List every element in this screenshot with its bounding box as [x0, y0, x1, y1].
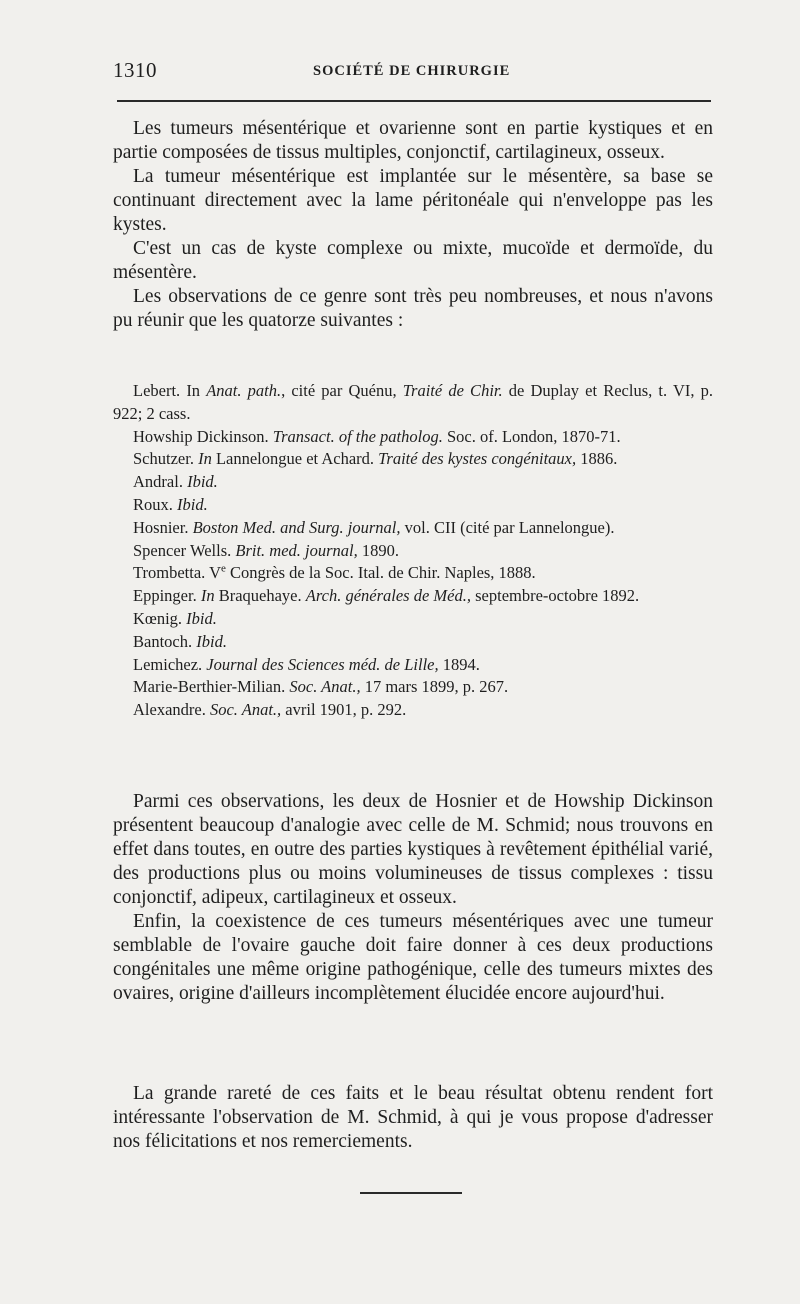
discussion-paragraph-1: Parmi ces observations, les deux de Hosnier et de Howship Dickinson présentent beaucoup d'analogie avec celle de M. Schmid; nous trouvons en effet dans toutes, en outre des parties kystiques à revêtement épithélial varié, des productions plus ou moins volumineuses de tissus complexes : tissu conjonctif, adipeux, cartilagineux et osseux.: [113, 791, 713, 908]
running-head: SOCIÉTÉ DE CHIRURGIE: [313, 63, 511, 79]
discussion-section: [113, 790, 713, 1006]
discussion-paragraph-2: Enfin, la coexistence de ces tumeurs mésentériques avec une tumeur semblable de l'ovaire gauche doit faire donner à ces deux productions congénitales une même origine pathogénique, celle des tumeurs mixtes des ovaires, origine d'ailleurs incomplètement élucidée encore aujourd'hui.: [113, 911, 713, 1004]
intro-section: [113, 117, 713, 333]
intro-paragraph-1: Les tumeurs mésentérique et ovarienne sont en partie kystiques et en partie composées de tissus multiples, conjonctif, cartilagineux, osseux.: [113, 118, 713, 163]
header-rule: [117, 100, 711, 102]
reference-item: Trombetta. Ve Congrès de la Soc. Ital. de Chir. Naples, 1888.: [133, 562, 536, 583]
page-number: 1310: [113, 58, 157, 82]
reference-item: Kœnig. Ibid.: [133, 608, 217, 628]
reference-item: Bantoch. Ibid.: [133, 631, 227, 651]
reference-item: Schutzer. In Lannelongue et Achard. Traité des kystes congénitaux, 1886.: [133, 449, 618, 469]
reference-item: Roux. Ibid.: [133, 494, 208, 514]
conclusion-paragraph: La grande rareté de ces faits et le beau résultat obtenu rendent fort intéressante l'observation de M. Schmid, à qui je vous propose d'adresser nos félicitations et nos remerciements.: [113, 1083, 713, 1152]
reference-item: Spencer Wells. Brit. med. journal, 1890.: [133, 540, 400, 560]
intro-paragraph-2: La tumeur mésentérique est implantée sur le mésentère, sa base se continuant directement avec la lame péritonéale qui n'enveloppe pas les kystes.: [113, 166, 713, 235]
page-header: [113, 58, 713, 88]
conclusion-section: [113, 1082, 713, 1154]
reference-item: Alexandre. Soc. Anat., avril 1901, p. 292.: [133, 700, 407, 720]
reference-item: Lemichez. Journal des Sciences méd. de Lille, 1894.: [133, 654, 480, 674]
reference-item: Marie-Berthier-Milian. Soc. Anat., 17 mars 1899, p. 267.: [133, 677, 509, 697]
intro-paragraph-3: C'est un cas de kyste complexe ou mixte, mucoïde et dermoïde, du mésentère.: [113, 238, 713, 283]
reference-item: Eppinger. In Braquehaye. Arch. générales de Méd., septembre-octobre 1892.: [133, 586, 640, 606]
intro-paragraph-4: Les observations de ce genre sont très peu nombreuses, et nous n'avons pu réunir que les quatorze suivantes :: [113, 286, 713, 331]
reference-item: Howship Dickinson. Transact. of the patholog. Soc. of. London, 1870-71.: [133, 426, 621, 446]
reference-item: Andral. Ibid.: [133, 472, 218, 492]
reference-list: [113, 380, 713, 722]
reference-item: Hosnier. Boston Med. and Surg. journal, vol. CII (cité par Lannelongue).: [133, 517, 615, 537]
closing-rule: [360, 1192, 462, 1194]
reference-item: Lebert. In Anat. path., cité par Quénu, Traité de Chir. de Duplay et Reclus, t. VI, p. 922; 2 cass.: [113, 381, 713, 423]
